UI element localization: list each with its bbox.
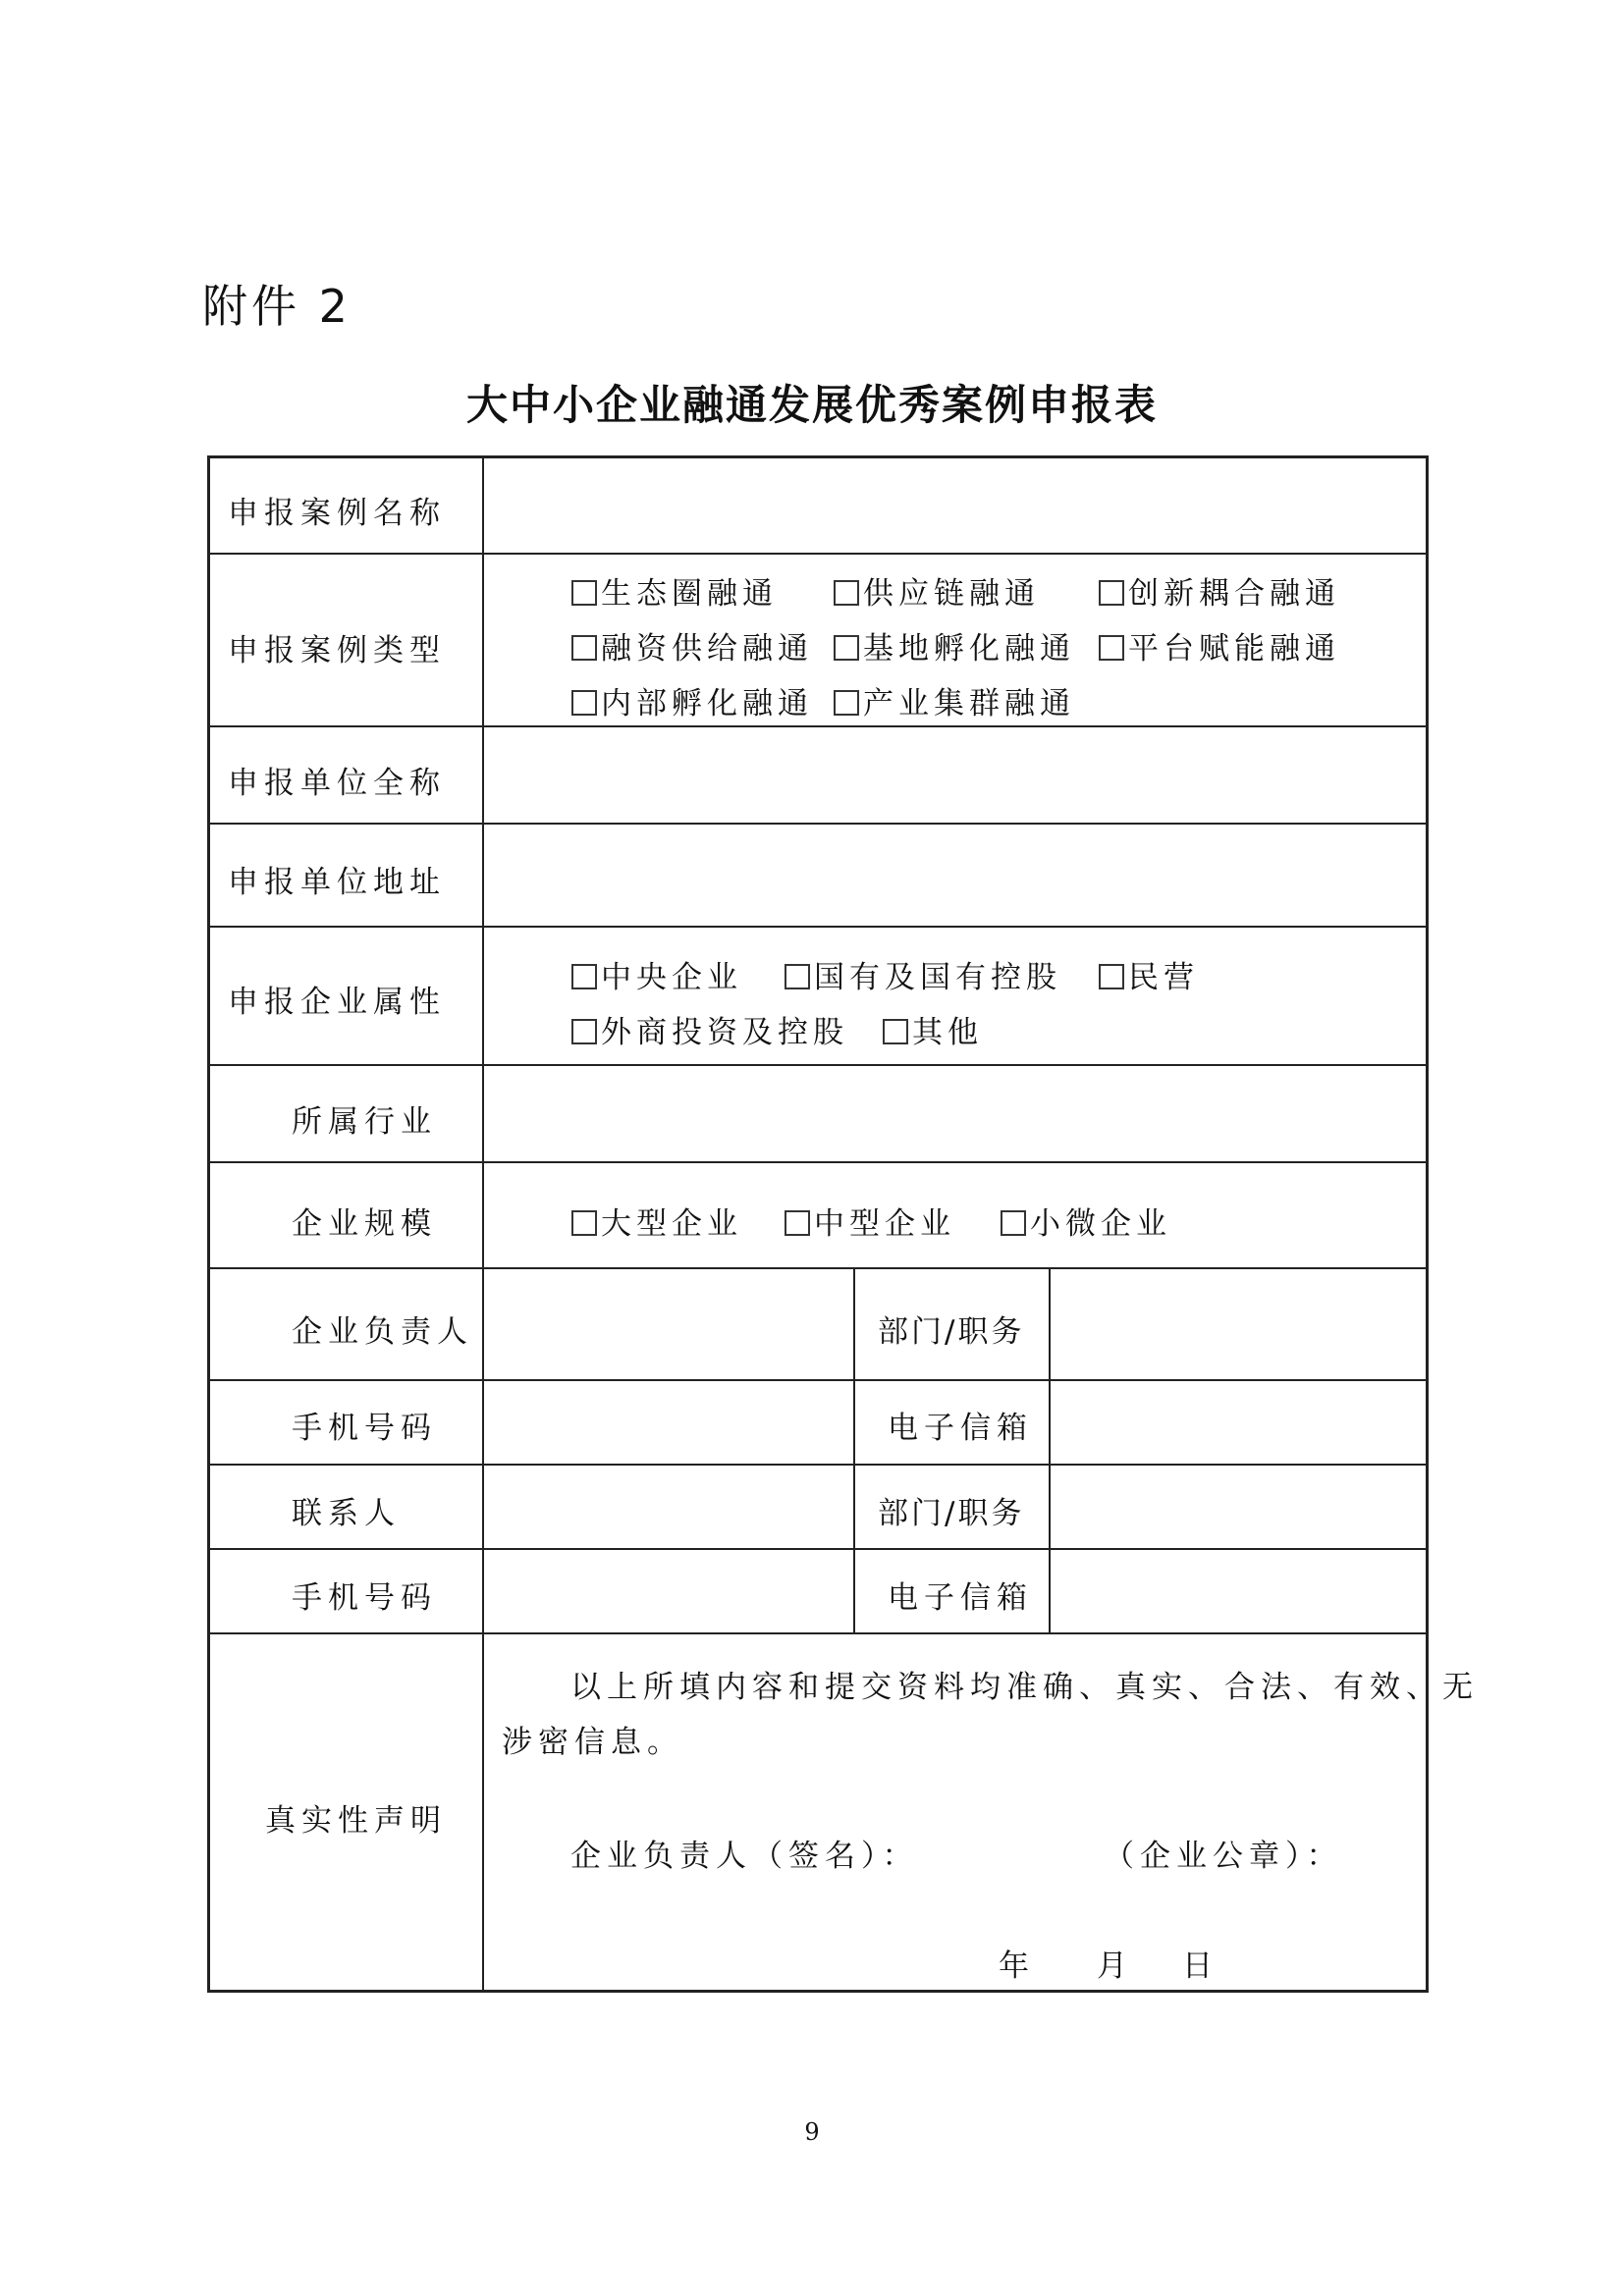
label-leader: 企业负责人 [292, 1314, 473, 1350]
option-case-type[interactable]: 内部孵化融通 [571, 678, 813, 722]
checkbox-icon[interactable] [1099, 580, 1124, 606]
label-case-type: 申报案例类型 [228, 633, 446, 668]
option-case-type[interactable]: 供应链融通 [834, 568, 1040, 613]
declaration-text-line2: 涉密信息。 [502, 1725, 683, 1760]
row-divider [210, 553, 1426, 555]
row-divider [210, 926, 1426, 928]
label-department: 部门/职务 [878, 1314, 1025, 1350]
checkbox-icon[interactable] [1099, 635, 1124, 661]
option-case-type[interactable]: 产业集群融通 [834, 678, 1075, 722]
label-enterprise-attr: 申报企业属性 [228, 985, 446, 1020]
option-case-type[interactable]: 创新耦合融通 [1099, 568, 1340, 613]
row-divider [210, 1267, 1426, 1269]
row-divider [210, 725, 1426, 727]
checkbox-icon[interactable] [571, 1019, 597, 1044]
checkbox-icon[interactable] [1099, 964, 1124, 989]
label-email: 电子信箱 [888, 1411, 1033, 1446]
checkbox-icon[interactable] [834, 580, 859, 606]
label-industry: 所属行业 [292, 1104, 437, 1140]
label-phone: 手机号码 [292, 1411, 437, 1446]
row-divider [210, 1464, 1426, 1466]
label-scale: 企业规模 [292, 1206, 437, 1242]
checkbox-icon[interactable] [571, 690, 597, 716]
row-divider [210, 1548, 1426, 1550]
checkbox-icon[interactable] [785, 964, 810, 989]
label-phone: 手机号码 [292, 1580, 437, 1616]
row-divider [210, 1632, 1426, 1634]
label-contact: 联系人 [292, 1496, 401, 1531]
column-divider [482, 458, 484, 1993]
page-number: 9 [804, 2118, 820, 2146]
date-month: 月 [1097, 1949, 1133, 1984]
option-case-type[interactable]: 基地孵化融通 [834, 623, 1075, 667]
checkbox-icon[interactable] [571, 635, 597, 661]
label-declaration: 真实性声明 [265, 1803, 447, 1839]
signature-label: 企业负责人（签名）： [570, 1839, 919, 1874]
option-case-type[interactable]: 融资供给融通 [571, 623, 813, 667]
label-unit-address: 申报单位地址 [228, 865, 446, 900]
label-email: 电子信箱 [888, 1580, 1033, 1616]
checkbox-icon[interactable] [785, 1210, 810, 1236]
application-form-table [207, 455, 1479, 1993]
option-enterprise-attr[interactable]: 其他 [883, 1007, 983, 1051]
checkbox-icon[interactable] [571, 1210, 597, 1236]
label-case-name: 申报案例名称 [228, 496, 446, 531]
date-year: 年 [999, 1949, 1035, 1984]
option-enterprise-attr[interactable]: 国有及国有控股 [785, 952, 1061, 996]
label-unit-name: 申报单位全称 [228, 766, 446, 801]
option-case-type[interactable]: 生态圈融通 [571, 568, 778, 613]
option-case-type[interactable]: 平台赋能融通 [1099, 623, 1340, 667]
declaration-text-line1: 以上所填内容和提交资料均准确、真实、合法、有效、无 [570, 1670, 1479, 1705]
option-scale[interactable]: 中型企业 [785, 1199, 955, 1243]
label-department: 部门/职务 [878, 1496, 1025, 1531]
option-enterprise-attr[interactable]: 民营 [1099, 952, 1199, 996]
option-scale[interactable]: 大型企业 [571, 1199, 742, 1243]
row-divider [210, 823, 1426, 825]
option-enterprise-attr[interactable]: 外商投资及控股 [571, 1007, 848, 1051]
checkbox-icon[interactable] [571, 964, 597, 989]
column-divider [853, 1267, 855, 1632]
date-day: 日 [1182, 1949, 1218, 1984]
checkbox-icon[interactable] [834, 690, 859, 716]
row-divider [210, 1379, 1426, 1381]
attachment-label: 附件 2 [202, 280, 352, 333]
checkbox-icon[interactable] [571, 580, 597, 606]
option-enterprise-attr[interactable]: 中央企业 [571, 952, 742, 996]
form-title: 大中小企业融通发展优秀案例申报表 [465, 381, 1158, 429]
option-scale[interactable]: 小微企业 [1001, 1199, 1171, 1243]
row-divider [210, 1064, 1426, 1066]
checkbox-icon[interactable] [883, 1019, 908, 1044]
column-divider [1049, 1267, 1051, 1632]
row-divider [210, 1161, 1426, 1163]
seal-label: （企业公章）： [1104, 1839, 1343, 1874]
checkbox-icon[interactable] [1001, 1210, 1026, 1236]
checkbox-icon[interactable] [834, 635, 859, 661]
